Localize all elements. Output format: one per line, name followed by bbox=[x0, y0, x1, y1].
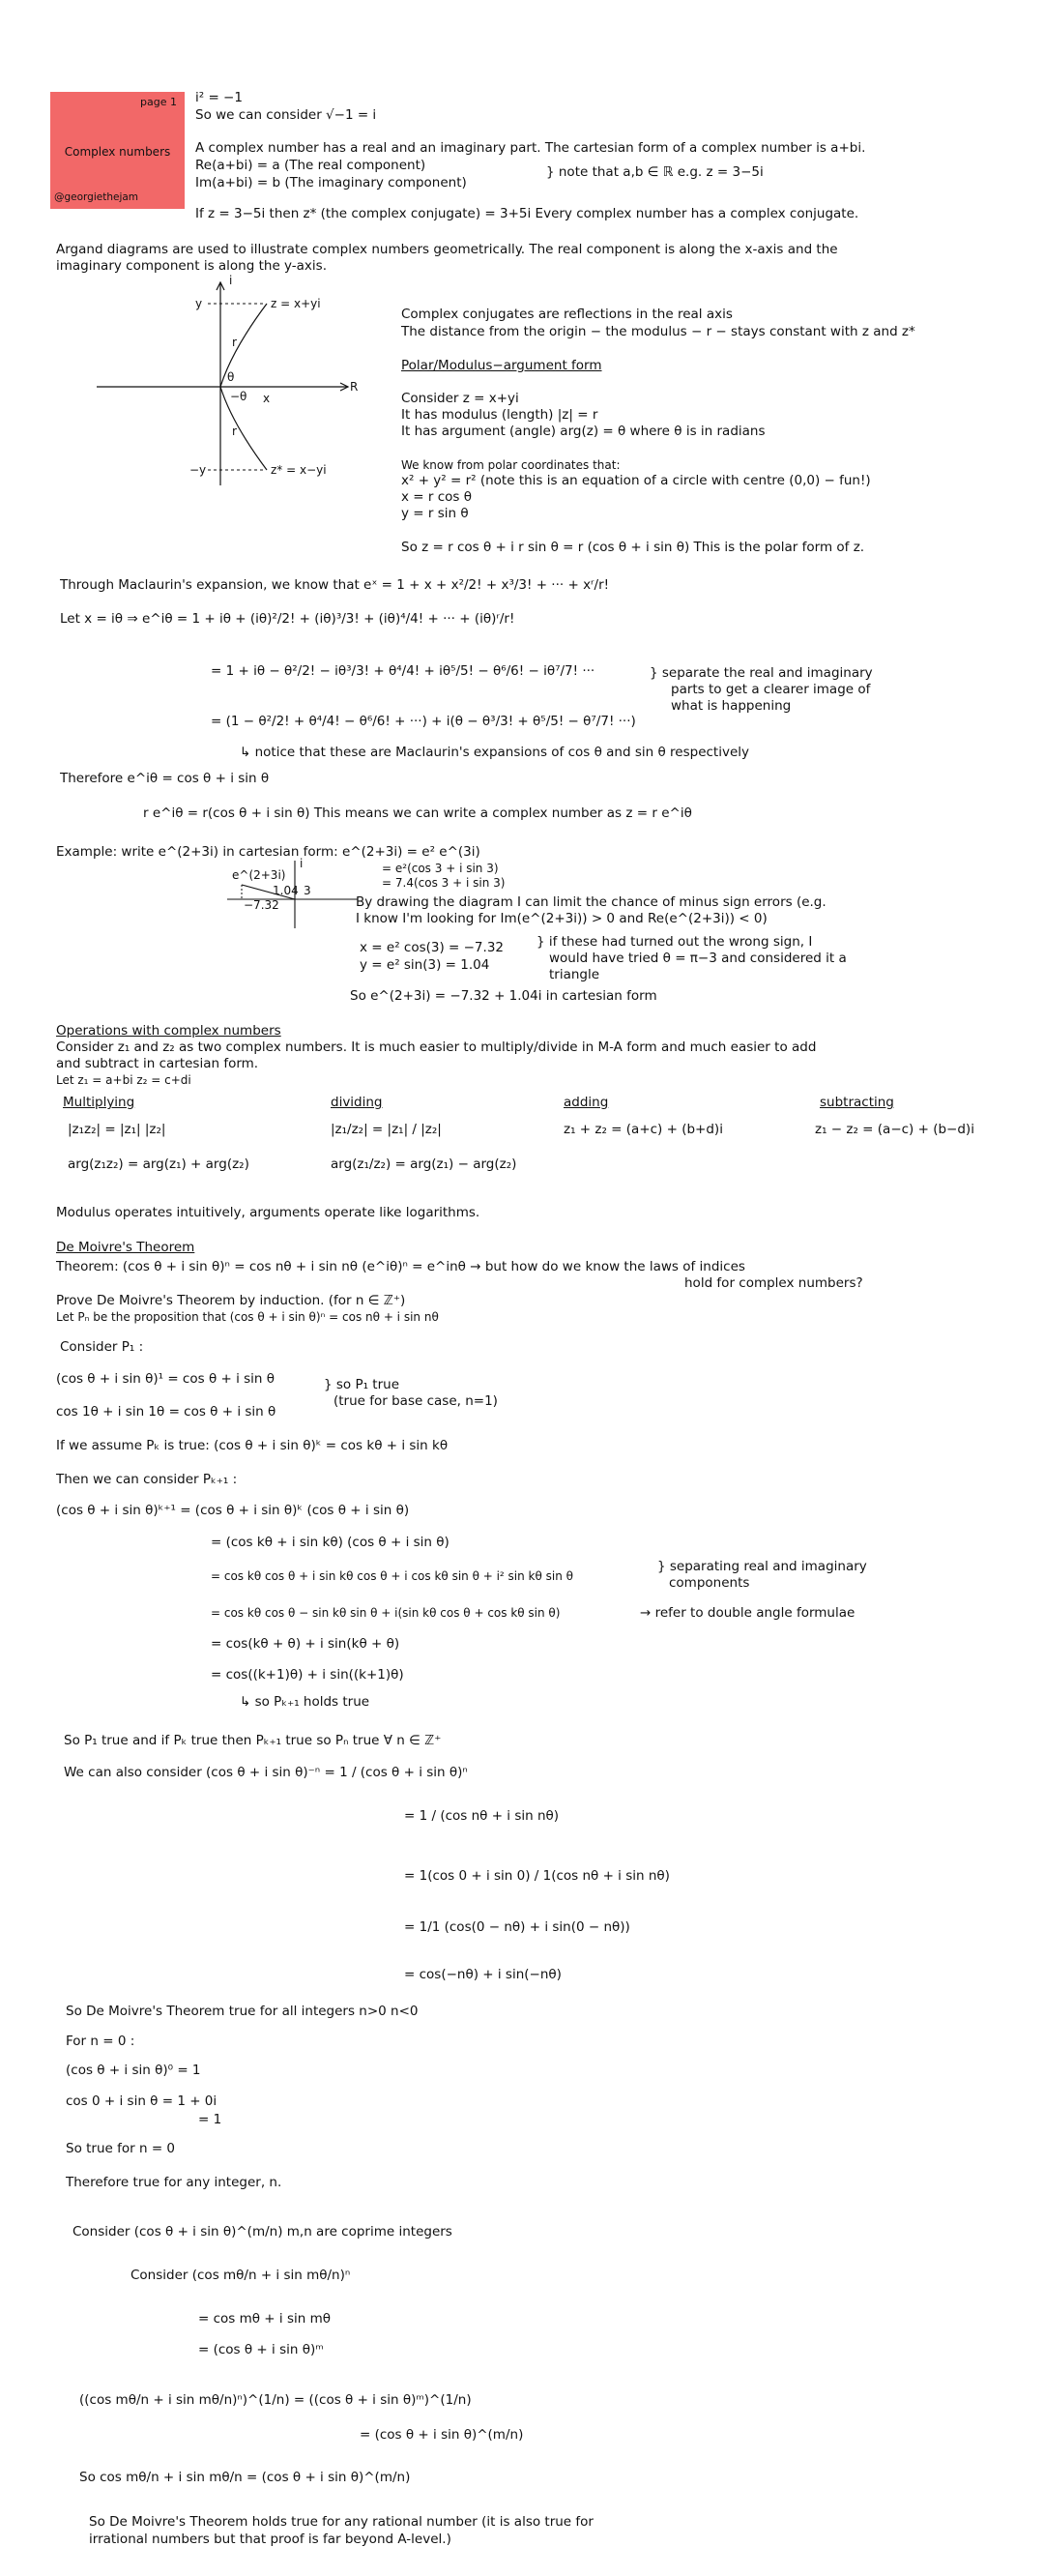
note-line: components bbox=[669, 1575, 750, 1591]
note-line: = cos kθ cos θ + i sin kθ cos θ + i cos kθ sin θ + i² sin kθ sin θ bbox=[211, 1569, 574, 1583]
note-line: = e²(cos 3 + i sin 3) bbox=[382, 862, 499, 875]
column-heading: adding bbox=[564, 1095, 609, 1110]
note-line: Im(a+bi) = b (The imaginary component) bbox=[195, 175, 467, 190]
page-title: Complex numbers bbox=[64, 145, 171, 159]
note-line: = (cos kθ + i sin kθ) (cos θ + i sin θ) bbox=[211, 1535, 450, 1550]
note-line: = cos(kθ + θ) + i sin(kθ + θ) bbox=[211, 1636, 400, 1652]
note-line: triangle bbox=[549, 967, 600, 982]
column-heading: dividing bbox=[331, 1095, 383, 1110]
note-line: A complex number has a real and an imaginary part. The cartesian form of a complex number is a+bi. bbox=[195, 140, 866, 156]
note-line: It has modulus (length) |z| = r bbox=[401, 407, 598, 423]
note-line: = cos mθ + i sin mθ bbox=[198, 2311, 331, 2327]
note-line: would have tried θ = π−3 and considered it a bbox=[549, 951, 847, 966]
neg-theta-label: −θ bbox=[230, 390, 247, 403]
x-tick: x bbox=[263, 392, 271, 405]
note-line: So we can consider √−1 = i bbox=[195, 107, 377, 123]
note-line: Example: write e^(2+3i) in cartesian form: e^(2+3i) = e² e^(3i) bbox=[56, 844, 480, 860]
note-line: irrational numbers but that proof is far beyond A-level.) bbox=[89, 2532, 451, 2547]
section-heading: Polar/Modulus−argument form bbox=[401, 358, 602, 373]
note-line: } if these had turned out the wrong sign, I bbox=[536, 934, 813, 950]
note-line: parts to get a clearer image of bbox=[671, 682, 871, 697]
r-label-top: r bbox=[232, 336, 237, 349]
note-line: = 1(cos 0 + i sin 0) / 1(cos nθ + i sin nθ) bbox=[404, 1868, 670, 1884]
note-line: Consider (cos θ + i sin θ)^(m/n) m,n are coprime integers bbox=[72, 2224, 452, 2239]
example-sketch bbox=[222, 856, 367, 933]
note-line: By drawing the diagram I can limit the chance of minus sign errors (e.g. bbox=[356, 894, 826, 910]
note-line: what is happening bbox=[671, 698, 792, 714]
note-line: Consider (cos mθ/n + i sin mθ/n)ⁿ bbox=[130, 2268, 351, 2283]
note-line: Complex conjugates are reflections in the real axis bbox=[401, 307, 733, 322]
section-heading: Operations with complex numbers bbox=[56, 1023, 281, 1039]
angle-label: 3 bbox=[304, 884, 311, 897]
note-line: Consider z₁ and z₂ as two complex numbers. It is much easier to multiply/divide in M-A form and much easier to add bbox=[56, 1039, 817, 1055]
note-line: So De Moivre's Theorem holds true for any rational number (it is also true for bbox=[89, 2514, 594, 2530]
note-line: cos 1θ + i sin 1θ = cos θ + i sin θ bbox=[56, 1404, 276, 1420]
note-line: z₁ + z₂ = (a+c) + (b+d)i bbox=[564, 1122, 723, 1137]
note-line: imaginary component is along the y-axis. bbox=[56, 258, 327, 274]
note-line: = (1 − θ²/2! + θ⁴/4! − θ⁶/6! + ···) + i(θ − θ³/3! + θ⁵/5! − θ⁷/7! ···) bbox=[211, 714, 636, 729]
note-line: For n = 0 : bbox=[66, 2034, 135, 2049]
note-line: So e^(2+3i) = −7.32 + 1.04i in cartesian form bbox=[350, 988, 657, 1004]
note-line: Argand diagrams are used to illustrate complex numbers geometrically. The real component is along the x-axis and the bbox=[56, 242, 838, 257]
note-line: Through Maclaurin's expansion, we know that eˣ = 1 + x + x²/2! + x³/3! + ··· + xʳ/r! bbox=[60, 577, 610, 593]
note-line: ↳ notice that these are Maclaurin's expansions of cos θ and sin θ respectively bbox=[240, 745, 749, 760]
note-line: Let z₁ = a+bi z₂ = c+di bbox=[56, 1073, 191, 1087]
note-line: We can also consider (cos θ + i sin θ)⁻ⁿ = 1 / (cos θ + i sin θ)ⁿ bbox=[64, 1765, 468, 1780]
note-line: and subtract in cartesian form. bbox=[56, 1056, 259, 1071]
note-line: = 1 / (cos nθ + i sin nθ) bbox=[404, 1808, 560, 1824]
note-line: Let x = iθ ⇒ e^iθ = 1 + iθ + (iθ)²/2! + (iθ)³/3! + (iθ)⁴/4! + ··· + (iθ)ʳ/r! bbox=[60, 611, 515, 627]
note-line: z₁ − z₂ = (a−c) + (b−d)i bbox=[815, 1122, 974, 1137]
point-label: e^(2+3i) bbox=[232, 868, 286, 882]
note-line: (cos θ + i sin θ)ᵏ⁺¹ = (cos θ + i sin θ)ᵏ (cos θ + i sin θ) bbox=[56, 1503, 410, 1518]
note-line: (cos θ + i sin θ)¹ = cos θ + i sin θ bbox=[56, 1371, 276, 1387]
column-heading: subtracting bbox=[820, 1095, 894, 1110]
note-line: = 1/1 (cos(0 − nθ) + i sin(0 − nθ)) bbox=[404, 1919, 630, 1935]
theta-label: θ bbox=[227, 370, 235, 384]
note-line: So P₁ true and if Pₖ true then Pₖ₊₁ true so Pₙ true ∀ n ∈ ℤ⁺ bbox=[64, 1733, 442, 1748]
x-axis-label: R bbox=[350, 380, 359, 394]
note-line: } so P₁ true bbox=[324, 1377, 400, 1392]
note-line: = 1 + iθ − θ²/2! − iθ³/3! + θ⁴/4! + iθ⁵/5! − θ⁶/6! − iθ⁷/7! ··· bbox=[211, 663, 595, 679]
note-line: cos 0 + i sin θ = 1 + 0i bbox=[66, 2093, 218, 2109]
note-line: = cos((k+1)θ) + i sin((k+1)θ) bbox=[211, 1667, 404, 1683]
note-line: Prove De Moivre's Theorem by induction. (for n ∈ ℤ⁺) bbox=[56, 1293, 406, 1308]
note-line: } separating real and imaginary bbox=[657, 1559, 867, 1574]
note-line: |z₁z₂| = |z₁| |z₂| bbox=[68, 1122, 166, 1137]
page-number: page 1 bbox=[140, 96, 177, 108]
note-line: → refer to double angle formulae bbox=[640, 1605, 856, 1621]
note-line: arg(z₁z₂) = arg(z₁) + arg(z₂) bbox=[68, 1156, 249, 1172]
r-label-bottom: r bbox=[232, 424, 237, 438]
z-label: z = x+yi bbox=[271, 297, 321, 310]
note-line: } note that a,b ∈ ℝ e.g. z = 3−5i bbox=[546, 164, 764, 180]
y-tick: y bbox=[195, 297, 203, 310]
note-line: y = e² sin(3) = 1.04 bbox=[360, 957, 490, 973]
note-line: If z = 3−5i then z* (the complex conjugate) = 3+5i Every complex number has a complex conjugate. bbox=[195, 206, 859, 221]
note-line: = 1 bbox=[198, 2112, 222, 2127]
note-line: ((cos mθ/n + i sin mθ/n)ⁿ)^(1/n) = ((cos θ + i sin θ)ᵐ)^(1/n) bbox=[79, 2392, 472, 2408]
argand-diagram bbox=[87, 273, 377, 495]
note-line: The distance from the origin − the modulus − r − stays constant with z and z* bbox=[401, 324, 915, 339]
note-line: Re(a+bi) = a (The real component) bbox=[195, 158, 426, 173]
note-line: So De Moivre's Theorem true for all integers n>0 n<0 bbox=[66, 2004, 419, 2019]
note-line: Theorem: (cos θ + i sin θ)ⁿ = cos nθ + i sin nθ (e^iθ)ⁿ = e^inθ → but how do we know the laws of indices bbox=[56, 1259, 745, 1274]
note-line: (true for base case, n=1) bbox=[334, 1393, 498, 1409]
author-handle: @georgiethejam bbox=[54, 191, 139, 203]
column-heading: Multiplying bbox=[63, 1095, 135, 1110]
note-line: Consider z = x+yi bbox=[401, 391, 519, 406]
note-line: It has argument (angle) arg(z) = θ where θ is in radians bbox=[401, 424, 766, 439]
note-line: x = e² cos(3) = −7.32 bbox=[360, 940, 504, 955]
title-box bbox=[50, 92, 185, 209]
note-line: I know I'm looking for Im(e^(2+3i)) > 0 and Re(e^(2+3i)) < 0) bbox=[356, 911, 768, 926]
y-value: 1.04 bbox=[273, 884, 299, 897]
note-line: |z₁/z₂| = |z₁| / |z₂| bbox=[331, 1122, 442, 1137]
axis-label: i bbox=[300, 857, 304, 870]
note-line: y = r sin θ bbox=[401, 506, 469, 521]
note-line: Consider P₁ : bbox=[60, 1339, 144, 1355]
note-line: So cos mθ/n + i sin mθ/n = (cos θ + i sin θ)^(m/n) bbox=[79, 2470, 411, 2485]
note-line: ↳ so Pₖ₊₁ holds true bbox=[240, 1694, 370, 1710]
note-line: We know from polar coordinates that: bbox=[401, 458, 621, 472]
zconj-label: z* = x−yi bbox=[271, 463, 327, 477]
note-line: = 7.4(cos 3 + i sin 3) bbox=[382, 876, 506, 890]
note-line: So true for n = 0 bbox=[66, 2141, 176, 2156]
note-line: = (cos θ + i sin θ)^(m/n) bbox=[360, 2427, 524, 2443]
note-line: Modulus operates intuitively, arguments operate like logarithms. bbox=[56, 1205, 480, 1220]
note-line: Then we can consider Pₖ₊₁ : bbox=[56, 1472, 238, 1487]
x-value: −7.32 bbox=[244, 898, 279, 912]
note-line: = (cos θ + i sin θ)ᵐ bbox=[198, 2342, 324, 2357]
note-line: r e^iθ = r(cos θ + i sin θ) This means we can write a complex number as z = r e^iθ bbox=[143, 805, 692, 821]
note-line: Therefore e^iθ = cos θ + i sin θ bbox=[60, 771, 270, 786]
note-line: } separate the real and imaginary bbox=[650, 665, 873, 681]
note-line: Let Pₙ be the proposition that (cos θ + i sin θ)ⁿ = cos nθ + i sin nθ bbox=[56, 1310, 439, 1324]
note-line: (cos θ + i sin θ)⁰ = 1 bbox=[66, 2063, 201, 2078]
note-line: Therefore true for any integer, n. bbox=[66, 2175, 282, 2190]
neg-y-tick: −y bbox=[189, 463, 207, 477]
note-line: hold for complex numbers? bbox=[684, 1275, 863, 1291]
section-heading: De Moivre's Theorem bbox=[56, 1240, 195, 1255]
note-line: If we assume Pₖ is true: (cos θ + i sin θ)ᵏ = cos kθ + i sin kθ bbox=[56, 1438, 449, 1453]
note-line: = cos kθ cos θ − sin kθ sin θ + i(sin kθ cos θ + cos kθ sin θ) bbox=[211, 1606, 561, 1620]
note-line: arg(z₁/z₂) = arg(z₁) − arg(z₂) bbox=[331, 1156, 517, 1172]
note-line: So z = r cos θ + i r sin θ = r (cos θ + i sin θ) This is the polar form of z. bbox=[401, 540, 865, 555]
note-line: i² = −1 bbox=[195, 90, 243, 105]
note-line: x = r cos θ bbox=[401, 489, 472, 505]
note-line: = cos(−nθ) + i sin(−nθ) bbox=[404, 1967, 562, 1982]
y-axis-label: i bbox=[229, 274, 233, 287]
note-line: x² + y² = r² (note this is an equation of a circle with centre (0,0) − fun!) bbox=[401, 473, 871, 488]
